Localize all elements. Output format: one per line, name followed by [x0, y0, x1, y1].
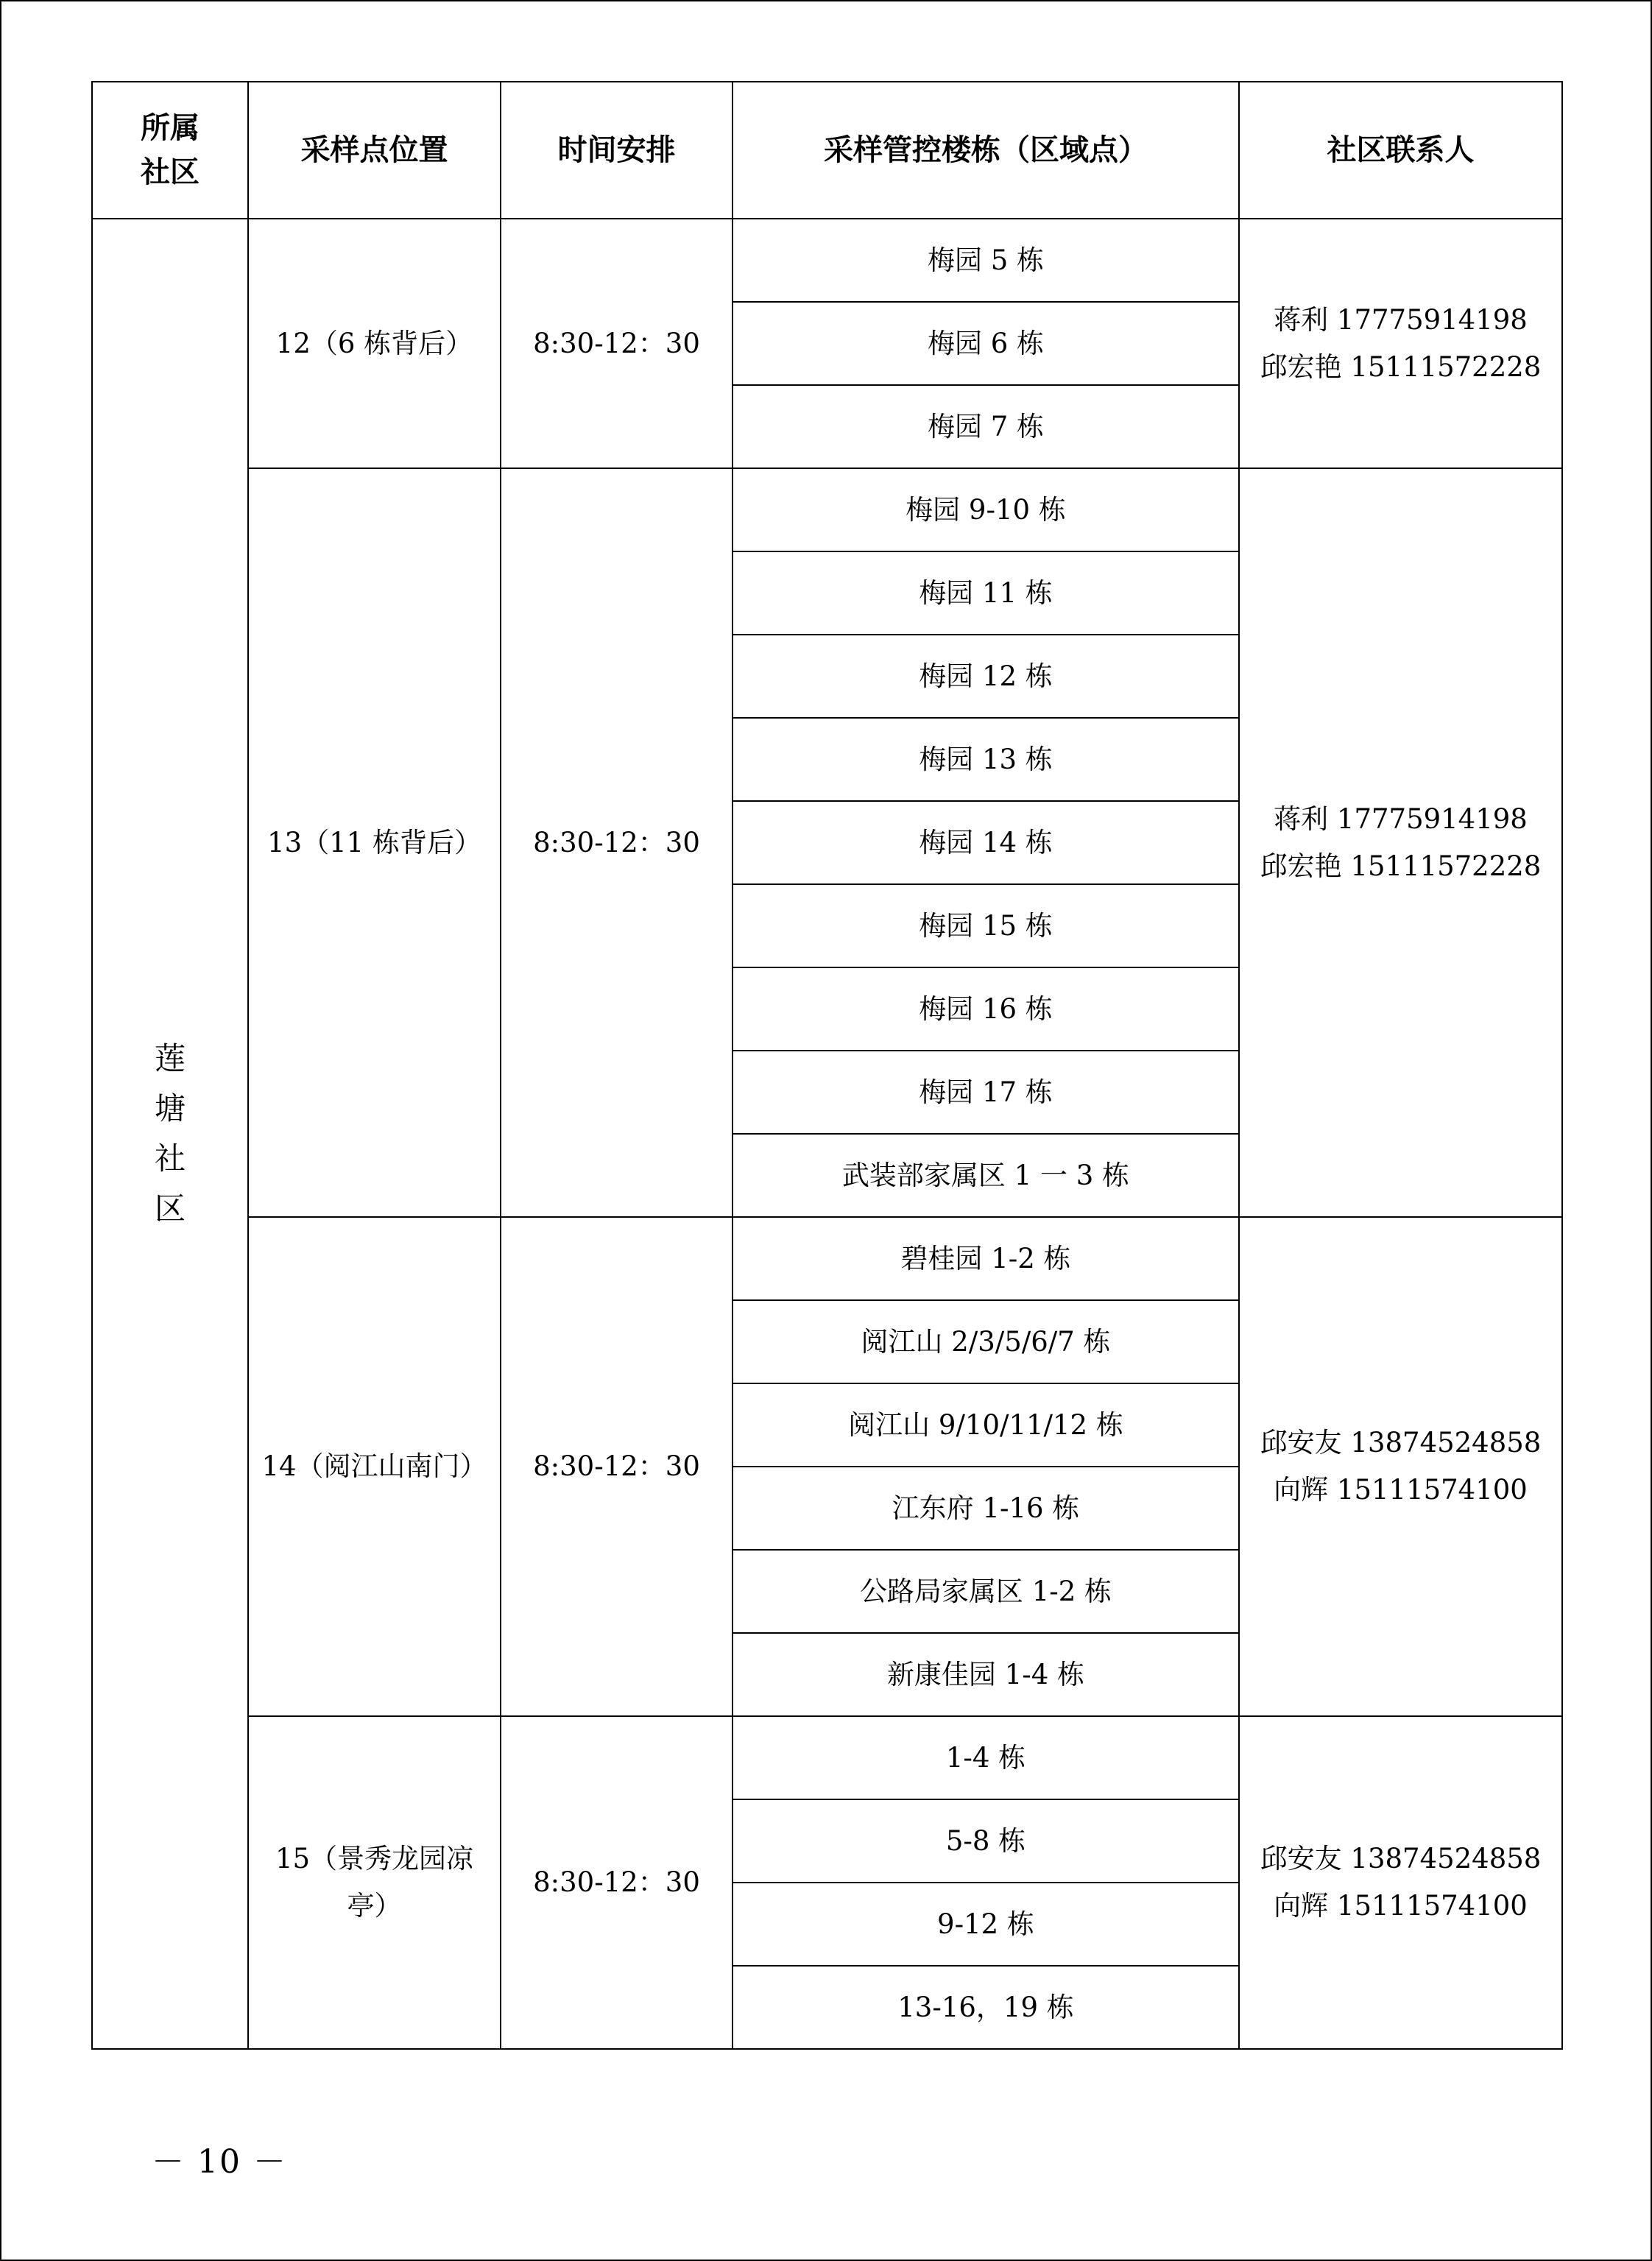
building-cell: 梅园 6 栋	[733, 302, 1239, 385]
contact-line: 邱宏艳 15111572228	[1260, 850, 1542, 882]
building-cell: 梅园 16 栋	[733, 967, 1239, 1051]
building-cell: 梅园 13 栋	[733, 718, 1239, 801]
building-cell: 梅园 7 栋	[733, 385, 1239, 468]
table-row	[92, 468, 1562, 551]
building-cell: 武装部家属区 1 一 3 栋	[733, 1134, 1239, 1217]
header-site: 采样点位置	[248, 82, 501, 219]
building-cell: 9-12 栋	[733, 1883, 1239, 1966]
building-cell: 5-8 栋	[733, 1799, 1239, 1883]
building-cell: 梅园 12 栋	[733, 635, 1239, 718]
building-cell: 梅园 9-10 栋	[733, 468, 1239, 551]
community-name: 莲塘社区	[154, 1040, 186, 1227]
contact-cell	[1239, 1716, 1562, 2049]
building-cell: 1-4 栋	[733, 1716, 1239, 1799]
time-cell: 8:30-12：30	[501, 219, 733, 468]
building-cell: 13-16，19 栋	[733, 1966, 1239, 2049]
contact-line: 邱安友 13874524858	[1260, 1843, 1542, 1874]
time-cell: 8:30-12：30	[501, 1716, 733, 2049]
contact-line: 邱安友 13874524858	[1260, 1427, 1542, 1458]
contact-cell	[1239, 468, 1562, 1217]
table-row	[92, 219, 1562, 302]
building-cell: 阅江山 2/3/5/6/7 栋	[733, 1300, 1239, 1383]
community-cell	[92, 219, 248, 2049]
header-community: 所属社区	[92, 82, 248, 219]
time-cell: 8:30-12：30	[501, 468, 733, 1217]
time-cell: 8:30-12：30	[501, 1217, 733, 1716]
page-number: － 10 －	[152, 2143, 287, 2181]
site-cell: 13（11 栋背后）	[248, 468, 501, 1217]
contact-line: 邱宏艳 15111572228	[1260, 350, 1542, 383]
building-cell: 梅园 5 栋	[733, 219, 1239, 302]
building-cell: 梅园 15 栋	[733, 884, 1239, 967]
header-contact: 社区联系人	[1239, 82, 1562, 219]
contact-line: 向辉 15111574100	[1274, 1474, 1528, 1506]
building-cell: 梅园 11 栋	[733, 551, 1239, 635]
building-cell: 梅园 14 栋	[733, 801, 1239, 884]
header-time: 时间安排	[501, 82, 733, 219]
building-cell: 江东府 1-16 栋	[733, 1467, 1239, 1550]
contact-line: 蒋利 17775914198	[1274, 803, 1528, 835]
building-cell: 公路局家属区 1-2 栋	[733, 1550, 1239, 1633]
table-row	[92, 1716, 1562, 1799]
table-row	[92, 1217, 1562, 1300]
header-buildings: 采样管控楼栋（区域点）	[733, 82, 1239, 219]
contact-line: 向辉 15111574100	[1274, 1890, 1528, 1922]
building-cell: 新康佳园 1-4 栋	[733, 1633, 1239, 1716]
contact-cell	[1239, 219, 1562, 468]
contact-line: 蒋利 17775914198	[1274, 303, 1528, 336]
building-cell: 梅园 17 栋	[733, 1051, 1239, 1134]
building-cell: 碧桂园 1-2 栋	[733, 1217, 1239, 1300]
site-cell: 14（阅江山南门）	[248, 1217, 501, 1716]
sampling-schedule-table	[91, 81, 1563, 2050]
contact-cell	[1239, 1217, 1562, 1716]
site-cell: 12（6 栋背后）	[248, 219, 501, 468]
header-row	[92, 82, 1562, 219]
site-cell: 15（景秀龙园凉亭）	[248, 1716, 501, 2049]
building-cell: 阅江山 9/10/11/12 栋	[733, 1383, 1239, 1467]
